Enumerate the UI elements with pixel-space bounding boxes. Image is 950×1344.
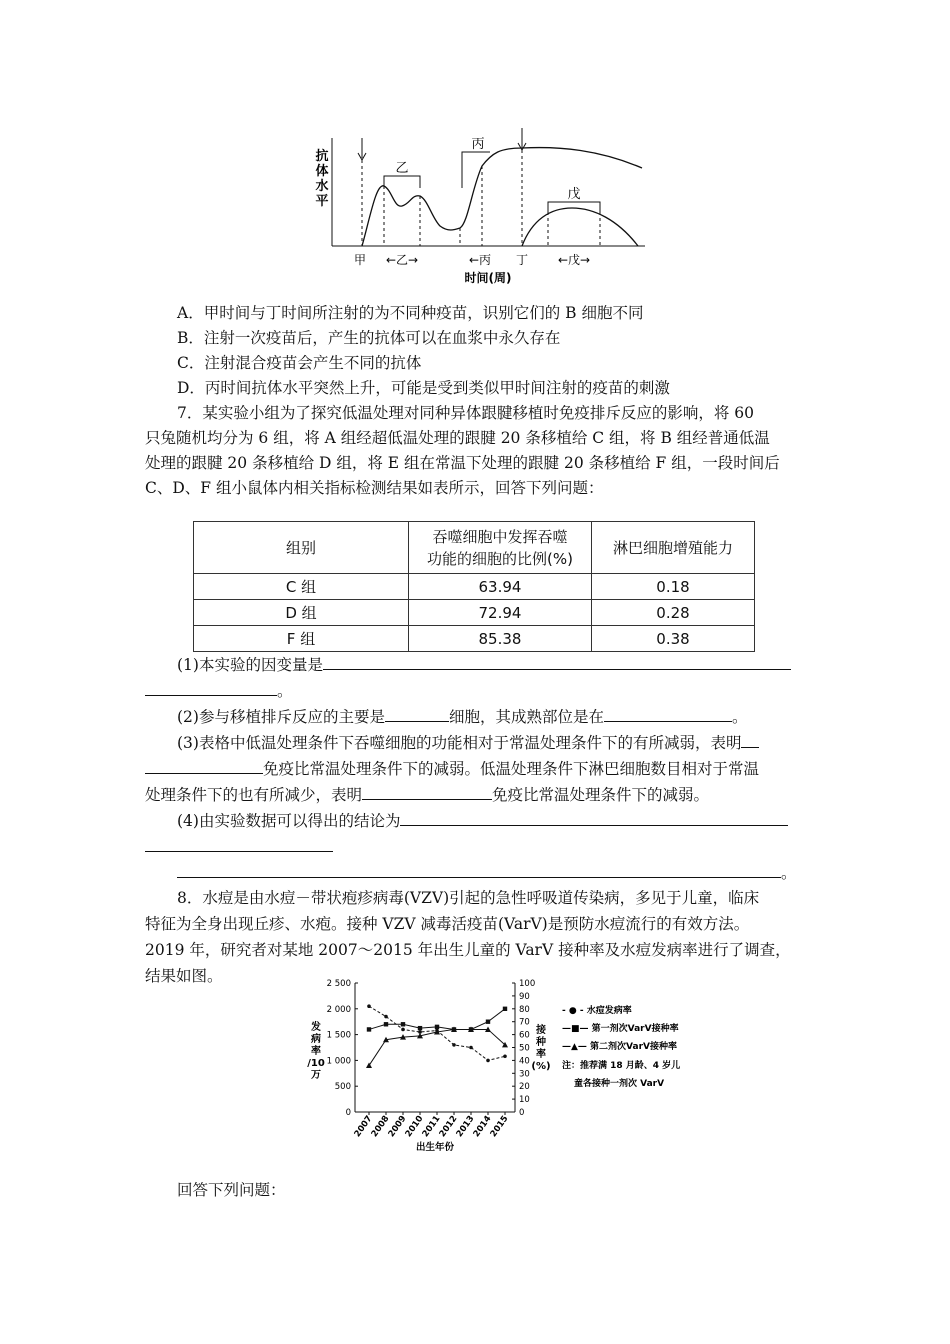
series-point — [384, 1022, 388, 1026]
table-row — [194, 626, 755, 652]
tick-yi: ←乙→ — [385, 253, 419, 267]
right-ylabel-part: (%) — [531, 1061, 551, 1072]
q7-sub4-end: 。 — [781, 864, 797, 882]
q7-sub4-line3 — [177, 859, 797, 886]
varicella-chart — [300, 975, 700, 1155]
series-point — [503, 1007, 507, 1011]
series-point — [367, 1027, 371, 1031]
q7-sub2 — [177, 703, 748, 730]
right-ylabel-part: 率 — [536, 1049, 546, 1060]
series-point — [366, 1063, 372, 1069]
right-tick-label: 70 — [519, 1017, 530, 1028]
table-header-phago-1: 吞噬细胞中发挥吞噬 — [432, 527, 568, 546]
q6-option-a: A．甲时间与丁时间所注射的为不同种疫苗，识别它们的 B 细胞不同 — [177, 304, 644, 322]
answer-blank[interactable] — [362, 781, 492, 800]
q7-sub3-text-b: 免疫比常温处理条件下的减弱。低温处理条件下淋巴细胞数目相对于常温 — [263, 760, 760, 778]
series-point — [367, 1004, 371, 1008]
q7-sub3-text-c: 处理条件下的也有所减少，表明 — [145, 786, 363, 804]
legend-entry: —■— 第一剂次VarV接种率 — [562, 1024, 679, 1034]
series-point — [435, 1025, 439, 1029]
q7-stem-1: 7．某实验小组为了探究低温处理对同种异体跟腱移植时免疫排斥反应的影响，将 60 — [177, 404, 755, 422]
fig1-ylabel-2: 水 — [315, 179, 329, 194]
fig1-xlabel: 时间(周) — [464, 271, 512, 285]
x-tick-label: 2008 — [369, 1113, 392, 1140]
left-tick-label: 2 500 — [326, 979, 351, 989]
table-header-lympho: 淋巴细胞增殖能力 — [592, 522, 755, 574]
left-tick-label: 500 — [334, 1082, 351, 1093]
box-label-wu: 戊 — [567, 187, 581, 202]
table-cell: D 组 — [194, 600, 409, 626]
q7-sub3-line3 — [145, 781, 709, 808]
q7-sub1-text: (1)本实验的因变量是 — [177, 656, 323, 674]
tick-ding: 丁 — [515, 253, 529, 267]
q7-sub2-text-a: (2)参与移植排斥反应的主要是 — [177, 708, 385, 726]
table-cell: C 组 — [194, 574, 409, 600]
q7-sub3-text-d: 免疫比常温处理条件下的减弱。 — [492, 786, 710, 804]
table-header-phago-2: 功能的细胞的比例(%) — [427, 549, 573, 568]
right-tick-label: 40 — [519, 1056, 530, 1067]
table-cell: 0.38 — [592, 626, 755, 652]
x-tick-label: 2011 — [420, 1113, 443, 1140]
chart-note: 童各接种一剂次 VarV — [574, 1079, 665, 1089]
series-point — [401, 1028, 405, 1032]
series-line-2 — [369, 1029, 505, 1065]
q8-stem-3: 2019 年，研究者对某地 2007～2015 年出生儿童的 VarV 接种率及水痘发病率进行了调查， — [145, 941, 791, 959]
q8-stem-2: 特征为全身出现丘疹、水疱。接种 VZV 减毒活疫苗(VarV)是预防水痘流行的有效方法。 — [145, 915, 750, 933]
series-point — [469, 1046, 473, 1050]
tick-bing: ←丙 — [468, 253, 492, 267]
left-ylabel-part: 万 — [311, 1070, 321, 1081]
left-ylabel-part: /10 — [307, 1058, 325, 1069]
table-row — [194, 574, 755, 600]
q7-sub2-text-b: 细胞，其成熟部位是在 — [448, 708, 604, 726]
q7-sub1-cont — [145, 677, 293, 704]
q7-stem-2: 只兔随机均分为 6 组，将 A 组经超低温处理的跟腱 20 条移植给 C 组，将 B 组经普通低温 — [145, 429, 770, 447]
q7-stem-4: C、D、F 组小鼠体内相关指标检测结果如表所示，回答下列问题： — [145, 479, 604, 497]
q7-sub3 — [177, 729, 759, 756]
left-ylabel-part: 病 — [311, 1034, 321, 1045]
answer-blank[interactable] — [145, 677, 277, 696]
tick-jia: 甲 — [353, 253, 367, 267]
x-tick-label: 2014 — [471, 1113, 494, 1140]
right-tick-label: 20 — [519, 1082, 530, 1093]
q7-sub1-end: 。 — [277, 682, 293, 700]
antibody-figure — [300, 128, 660, 288]
legend-entry: —▲— 第二剂次VarV接种率 — [562, 1042, 678, 1052]
answer-blank[interactable] — [177, 859, 781, 878]
fig1-ylabel-3: 平 — [315, 194, 329, 209]
q6-option-d: D．丙时间抗体水平突然上升，可能是受到类似甲时间注射的疫苗的刺激 — [177, 379, 670, 397]
right-tick-label: 100 — [519, 979, 536, 989]
q7-sub1 — [177, 651, 791, 678]
curve-1 — [362, 186, 460, 246]
q7-sub4-line2 — [145, 833, 333, 860]
series-point — [384, 1015, 388, 1019]
series-point — [503, 1054, 507, 1058]
q7-sub3-text-a: (3)表格中低温处理条件下吞噬细胞的功能相对于常温处理条件下的有所减弱，表明 — [177, 734, 742, 752]
right-tick-label: 80 — [519, 1004, 530, 1015]
left-ylabel-part: 发 — [311, 1022, 321, 1033]
table-header-phago — [409, 522, 592, 574]
x-tick-label: 2015 — [488, 1113, 511, 1140]
table-cell: F 组 — [194, 626, 409, 652]
series-point — [452, 1043, 456, 1047]
answer-blank[interactable] — [385, 703, 449, 722]
legend-entry: - ● - 水痘发病率 — [562, 1006, 632, 1016]
left-tick-label: 2 000 — [326, 1004, 351, 1015]
series-point — [486, 1020, 490, 1024]
x-tick-label: 2012 — [437, 1113, 460, 1140]
q6-option-c: C．注射混合疫苗会产生不同的抗体 — [177, 354, 422, 372]
curve-2 — [460, 148, 642, 228]
curve-3 — [522, 208, 638, 246]
table-cell: 85.38 — [409, 626, 592, 652]
left-ylabel-part: 率 — [311, 1046, 321, 1057]
series-point — [401, 1022, 405, 1026]
tick-wu: ←戊→ — [557, 253, 591, 267]
right-tick-label: 60 — [519, 1030, 530, 1041]
table-cell: 0.28 — [592, 600, 755, 626]
answer-blank[interactable] — [323, 651, 791, 670]
table-cell: 72.94 — [409, 600, 592, 626]
right-tick-label: 90 — [519, 991, 530, 1002]
box-label-yi: 乙 — [395, 161, 409, 176]
table-cell: 63.94 — [409, 574, 592, 600]
answer-blank[interactable] — [400, 807, 788, 826]
x-tick-label: 2013 — [454, 1113, 477, 1140]
fig1-ylabel-1: 体 — [315, 164, 329, 179]
right-tick-label: 30 — [519, 1069, 530, 1080]
answer-blank[interactable] — [741, 729, 759, 748]
x-tick-label: 2009 — [386, 1113, 409, 1140]
chart-xlabel: 出生年份 — [415, 1142, 455, 1153]
right-tick-label: 0 — [519, 1108, 525, 1118]
q7-sub4 — [177, 807, 788, 834]
bracket-yi — [384, 176, 420, 188]
left-tick-label: 1 500 — [326, 1030, 351, 1041]
q8-stem-1: 8．水痘是由水痘－带状疱疹病毒(VZV)引起的急性呼吸道传染病，多见于儿童，临床 — [177, 889, 760, 907]
fig1-ylabel-0: 抗 — [315, 149, 329, 164]
table-header-group: 组别 — [194, 522, 409, 574]
table-cell: 0.18 — [592, 574, 755, 600]
series-point — [486, 1059, 490, 1063]
right-tick-label: 10 — [519, 1095, 530, 1106]
answer-blank[interactable] — [145, 833, 333, 852]
q7-sub3-line2 — [145, 755, 759, 782]
left-tick-label: 0 — [345, 1108, 351, 1118]
table-row — [194, 600, 755, 626]
right-ylabel-part: 接 — [536, 1025, 546, 1036]
answer-blank[interactable] — [604, 703, 732, 722]
answer-blank[interactable] — [145, 755, 263, 774]
q8-stem-4: 结果如图。 — [145, 967, 223, 985]
x-tick-label: 2010 — [403, 1113, 426, 1140]
q6-option-b: B．注射一次疫苗后，产生的抗体可以在血浆中永久存在 — [177, 329, 561, 347]
q8-answer-prompt: 回答下列问题： — [177, 1181, 286, 1199]
right-tick-label: 50 — [519, 1043, 530, 1054]
right-ylabel-part: 种 — [536, 1037, 546, 1048]
chart-note: 注：推荐满 18 月龄、4 岁儿 — [562, 1061, 681, 1071]
series-point — [418, 1026, 422, 1030]
q7-stem-3: 处理的跟腱 20 条移植给 D 组，将 E 组在常温下处理的跟腱 20 条移植给 F 组，一段时间后 — [145, 454, 780, 472]
x-tick-label: 2007 — [352, 1113, 375, 1140]
q7-table — [193, 521, 755, 652]
box-label-bing: 丙 — [471, 137, 485, 152]
q7-sub4-text: (4)由实验数据可以得出的结论为 — [177, 812, 401, 830]
q7-sub2-end: 。 — [731, 708, 748, 726]
left-tick-label: 1 000 — [326, 1056, 351, 1067]
